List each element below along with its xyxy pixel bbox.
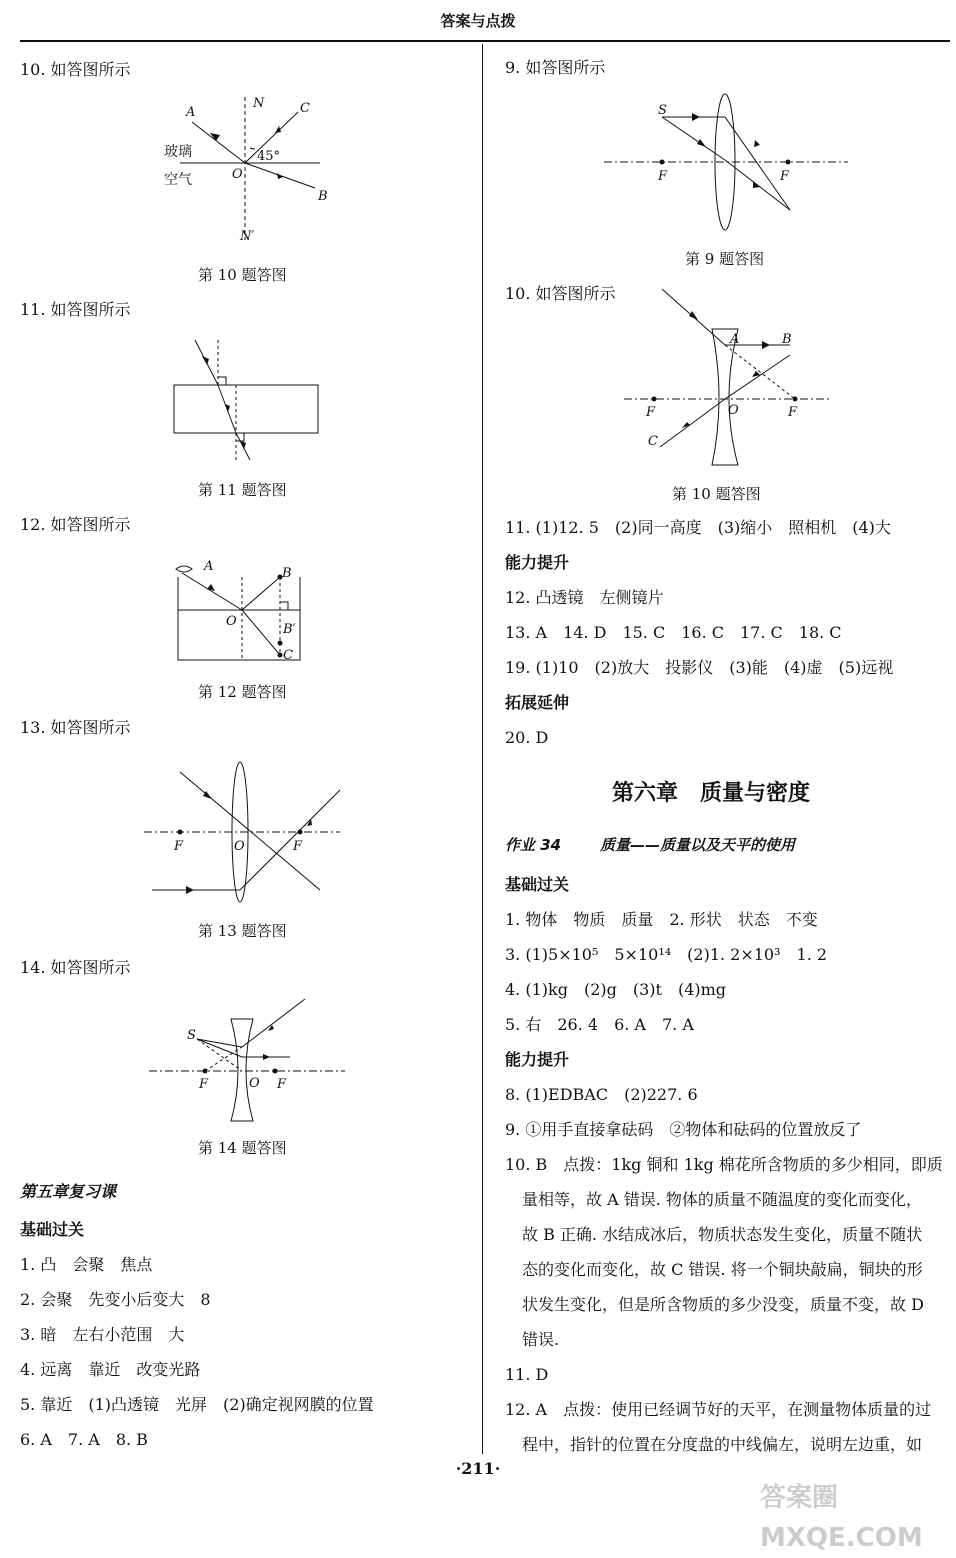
svg-text:O: O: [728, 403, 739, 418]
svg-text:F: F: [646, 405, 656, 420]
svg-text:F: F: [277, 1077, 287, 1092]
homework-number: 作业 34: [505, 836, 562, 854]
answer-line: 19. (1)10 (2)放大 投影仪 (3)能 (4)虚 (5)远视: [505, 658, 894, 677]
review-title: 第五章复习课: [20, 1182, 117, 1201]
svg-text:B: B: [282, 566, 292, 581]
answer-line: 5. 右 26. 4 6. A 7. A: [505, 1015, 694, 1034]
svg-text:A: A: [204, 559, 214, 574]
header-rule: [20, 40, 950, 42]
svg-text:F: F: [199, 1077, 209, 1092]
answer-line: 状发生变化，但是所含物质的多少没变，质量不变，故 D: [522, 1295, 924, 1314]
caption-11-left: 第 11 题答图: [198, 481, 287, 499]
answer-line: 11. (1)12. 5 (2)同一高度 (3)缩小 照相机 (4)大: [505, 518, 891, 537]
svg-text:B: B: [782, 332, 792, 347]
answer-line: 5. 靠近 (1)凸透镜 光屏 (2)确定视网膜的位置: [20, 1395, 374, 1414]
right-item-10: 10. 如答图所示: [505, 284, 616, 303]
svg-text:玻璃: 玻璃: [164, 144, 192, 160]
right-basic-heading: 基础过关: [505, 875, 570, 894]
left-item-12: 12. 如答图所示: [20, 515, 131, 534]
figure-refraction-10: [150, 92, 350, 252]
left-item-10: 10. 如答图所示: [20, 60, 131, 79]
svg-text:空气: 空气: [164, 172, 192, 188]
svg-text:O: O: [234, 839, 245, 854]
caption-12-left: 第 12 题答图: [198, 683, 287, 701]
svg-text:N′: N′: [240, 229, 255, 244]
svg-text:C: C: [300, 101, 310, 116]
answer-line: 20. D: [505, 728, 549, 747]
figure-concave-lens-10: [620, 285, 840, 475]
svg-text:B′: B′: [283, 622, 296, 637]
answer-line: 4. 远离 靠近 改变光路: [20, 1360, 201, 1379]
answer-line: 11. D: [505, 1365, 549, 1384]
answer-line: 3. (1)5×10⁵ 5×10¹⁴ (2)1. 2×10³ 1. 2: [505, 945, 828, 964]
answer-line: 6. A 7. A 8. B: [20, 1430, 148, 1449]
answer-line: 12. A 点拨：使用已经调节好的天平，在测量物体质量的过: [505, 1400, 932, 1419]
svg-text:F: F: [788, 405, 798, 420]
answer-line: 13. A 14. D 15. C 16. C 17. C 18. C: [505, 623, 842, 642]
answer-line: 2. 会聚 先变小后变大 8: [20, 1290, 211, 1309]
svg-text:S: S: [658, 103, 667, 118]
svg-text:A: A: [730, 332, 740, 347]
answer-line: 程中，指针的位置在分度盘的中线偏左，说明左边重，如: [522, 1435, 923, 1454]
left-item-13: 13. 如答图所示: [20, 718, 131, 737]
answer-line: 4. (1)kg (2)g (3)t (4)mg: [505, 980, 727, 999]
extend-heading: 拓展延伸: [505, 693, 570, 712]
answer-line: 错误.: [522, 1330, 560, 1349]
figure-convex-lens-9: [600, 92, 850, 242]
answer-line: 10. B 点拨：1kg 铜和 1kg 棉花所含物质的多少相同，即质: [505, 1155, 943, 1174]
svg-text:F: F: [174, 839, 184, 854]
svg-text:N: N: [253, 96, 265, 111]
answer-line: 1. 物体 物质 质量 2. 形状 状态 不变: [505, 910, 818, 929]
answer-line: 8. (1)EDBAC (2)227. 6: [505, 1085, 698, 1104]
svg-text:F: F: [293, 839, 303, 854]
answer-line: 12. 凸透镜 左侧镜片: [505, 588, 664, 607]
column-divider: [482, 44, 483, 1454]
figure-water-tank-12: [170, 555, 320, 670]
svg-text:C: C: [648, 434, 658, 449]
caption-10-right: 第 10 题答图: [672, 485, 761, 503]
svg-text:O: O: [226, 614, 237, 629]
answer-line: 故 B 正确. 水结成冰后，物质状态发生变化，质量不随状: [522, 1225, 923, 1244]
page-number: ·211·: [455, 1459, 501, 1478]
svg-text:F: F: [658, 169, 668, 184]
svg-text:C: C: [283, 648, 293, 663]
caption-9-right: 第 9 题答图: [685, 250, 765, 268]
right-item-9: 9. 如答图所示: [505, 58, 606, 77]
svg-text:B: B: [318, 189, 328, 204]
svg-text:F: F: [780, 169, 790, 184]
answer-line: 9. ①用手直接拿砝码 ②物体和砝码的位置放反了: [505, 1120, 862, 1139]
svg-text:A: A: [186, 105, 196, 120]
left-item-14: 14. 如答图所示: [20, 958, 131, 977]
left-item-11: 11. 如答图所示: [20, 300, 131, 319]
caption-13-left: 第 13 题答图: [198, 922, 287, 940]
svg-text:S: S: [187, 1028, 196, 1043]
ability-heading: 能力提升: [505, 553, 570, 572]
svg-text:O: O: [249, 1076, 260, 1091]
homework-title: 质量——质量以及天平的使用: [600, 836, 796, 854]
answer-line: 量相等，故 A 错误. 物体的质量不随温度的变化而变化，: [522, 1190, 922, 1209]
answer-line: 1. 凸 会聚 焦点: [20, 1255, 153, 1274]
chapter-title: 第六章 质量与密度: [612, 781, 811, 806]
answer-line: 3. 暗 左右小范围 大: [20, 1325, 185, 1344]
page-header: 答案与点拨: [440, 12, 516, 30]
caption-14-left: 第 14 题答图: [198, 1139, 287, 1157]
svg-text:45°: 45°: [257, 149, 281, 164]
answer-line: 态的变化而变化，故 C 错误. 将一个铜块敲扁，铜块的形: [522, 1260, 923, 1279]
left-basic-heading: 基础过关: [20, 1220, 85, 1239]
watermark: 答案圈 MXQE.COM: [760, 1483, 923, 1553]
figure-concave-lens-14: [145, 995, 355, 1125]
figure-glass-block-11: [170, 335, 330, 465]
ability-heading-2: 能力提升: [505, 1050, 570, 1069]
svg-text:O: O: [232, 167, 243, 182]
figure-convex-lens-13: [140, 758, 350, 908]
caption-10-left: 第 10 题答图: [198, 266, 287, 284]
